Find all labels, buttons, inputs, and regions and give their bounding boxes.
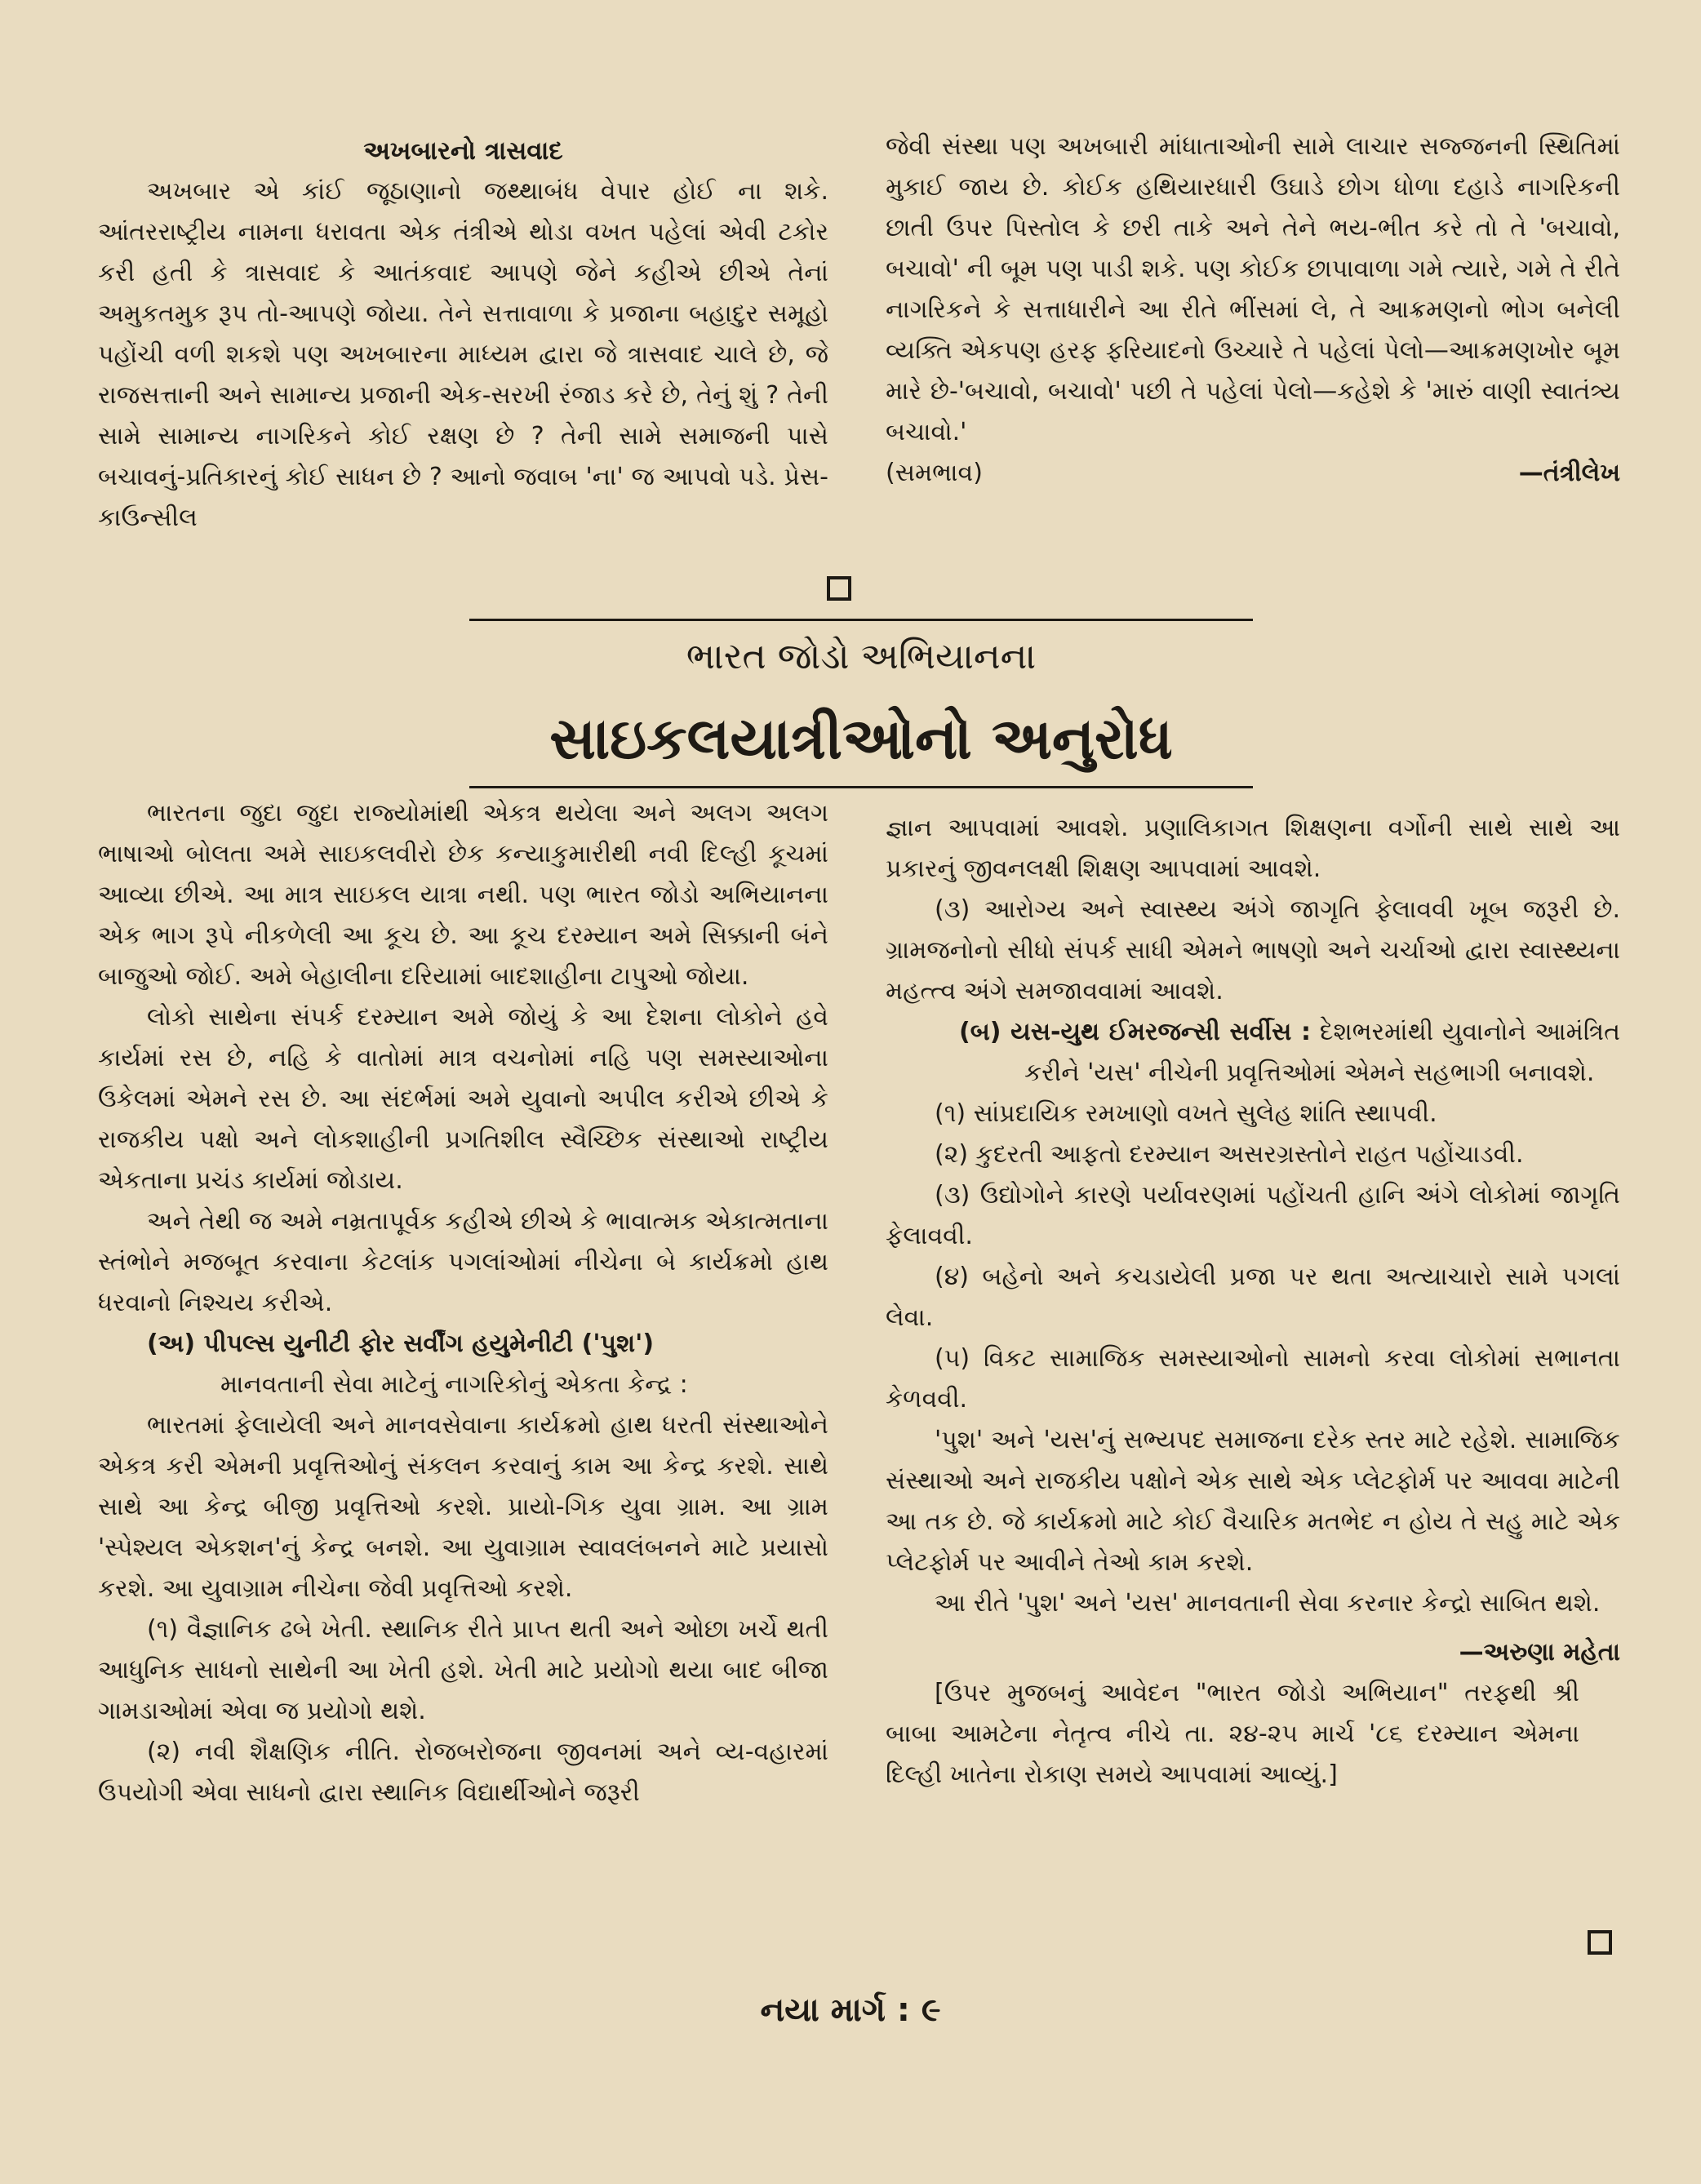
list-item: (૨) કુદરતી આફતો દરમ્યાન અસરગ્રસ્તોને રાહત પહોંચાડવી. — [935, 1140, 1524, 1169]
list-item: (૪) બહેનો અને કચડાયેલી પ્રજા પર થતા અત્યાચારો સામે પગલાં લેવા. — [886, 1263, 1620, 1332]
list-item: (૫) વિકટ સામાજિક સમસ્યાઓનો સામનો કરવા લોકોમાં સભાનતા કેળવવી. — [886, 1344, 1620, 1414]
article-kicker: ભારત જોડો અભિયાનના — [686, 636, 1037, 677]
article-paragraph: લોકો સાથેના સંપર્ક દરમ્યાન અમે જોયું કે આ દેશના લોકોને હવે કાર્યમાં રસ છે, નહિ કે વાતોમાં માત્ર વચનોમાં નહિ પણ સમસ્યાઓના ઉકેલમાં એમને રસ છે. આ સંદર્ભમાં અમે યુવાનો અપીલ કરીએ છીએ કે રાજકીય પક્ષો અને લોકશાહીની પ્રગતિશીલ સ્વૈચ્છિક સંસ્થાઓ રાષ્ટ્રીય એકતાના પ્રચંડ કાર્યમાં જોડાય. — [98, 1003, 828, 1195]
article-paragraph: ભારતમાં ફેલાયેલી અને માનવસેવાના કાર્યક્રમો હાથ ધરતી સંસ્થાઓને એકત્ર કરી એમની પ્રવૃત્તિઓનું સંકલન કરવાનું કામ આ કેન્દ્ર કરશે. સાથે સાથે આ કેન્દ્ર બીજી પ્રવૃત્તિઓ કરશે. પ્રાયો-ગિક યુવા ગ્રામ. આ ગ્રામ 'સ્પેશ્યલ એકશન'નું કેન્દ્ર બનશે. આ યુવાગ્રામ સ્વાવલંબનને માટે પ્રયાસો કરશે. આ યુવાગ્રામ નીચેના જેવી પ્રવૃત્તિઓ કરશે. — [98, 1411, 828, 1603]
editorial-right-paragraph: જેવી સંસ્થા પણ અખબારી માંધાતાઓની સામે લાચાર સજ્જનની સ્થિતિમાં મુકાઈ જાય છે. કોઈક હથિયારધારી ઉઘાડે છોગ ધોળા દહાડે નાગરિકની છાતી ઉપર પિસ્તોલ કે છરી તાકે અને તેને ભય-ભીત કરે તો તે 'બચાવો, બચાવો' ની બૂમ પણ પાડી શકે. પણ કોઈક છાપાવાળા ગમે ત્યારે, ગમે તે રીતે નાગરિકને કે સત્તાધારીને આ રીતે ભીંસમાં લે, તે આક્રમણનો ભોગ બનેલી વ્યક્તિ એકપણ હરફ ફરિયાદનો ઉચ્ચારે તે પહેલાં પેલો—આક્રમણખોર બૂમ મારે છે-'બચાવો, બચાવો' પછી તે પહેલાં પેલો—કહેશે કે 'મારું વાણી સ્વાતંત્ર્ય બચાવો.' — [886, 132, 1620, 446]
section-a-heading: (અ) પીપલ્સ યુનીટી ફોર સર્વીંગ હયુમેનીટી ('પુશ') — [147, 1329, 655, 1358]
editorial-source: (સમભાવ) — [886, 459, 983, 487]
article-paragraph: અને તેથી જ અમે નમ્રતાપૂર્વક કહીએ છીએ કે ભાવાત્મક એકાત્મતાના સ્તંભોને મજબૂત કરવાના કેટલાંક પગલાંઓમાં નીચેના બે કાર્યક્રમો હાથ ધરવાનો નિશ્ચય કરીએ. — [98, 1207, 828, 1317]
article-signature: —અરુણા મહેતા — [1459, 1638, 1620, 1667]
hollow-square-icon — [827, 576, 851, 601]
article-paragraph: જ્ઞાન આપવામાં આવશે. પ્રણાલિકાગત શિક્ષણના વર્ગોની સાથે સાથે આ પ્રકારનું જીવનલક્ષી શિક્ષણ આપવામાં આવશે. — [886, 814, 1620, 883]
article-paragraph: (૩) આરોગ્ય અને સ્વાસ્થ્ય અંગે જાગૃતિ ફેલાવવી ખૂબ જરૂરી છે. ગ્રામજનોનો સીધો સંપર્ક સાધી એમને ભાષણો અને ચર્ચાઓ દ્વારા સ્વાસ્થ્યના મહત્ત્વ અંગે સમજાવવામાં આવશે. — [886, 895, 1620, 1005]
section-b-block — [886, 1012, 1620, 1094]
article-paragraph: 'પુશ' અને 'યસ'નું સભ્યપદ સમાજના દરેક સ્તર માટે રહેશે. સામાજિક સંસ્થાઓ અને રાજકીય પક્ષોને એક સાથે એક પ્લેટફોર્મ પર આવવા માટેની આ તક છે. જે કાર્યક્રમો માટે કોઈ વૈચારિક મતભેદ ન હોય તે સહુ માટે એક પ્લેટફોર્મ પર આવીને તેઓ કામ કરશે. — [886, 1426, 1620, 1577]
list-item: (૩) ઉદ્યોગોને કારણે પર્યાવરણમાં પહોંચતી હાનિ અંગે લોકોમાં જાગૃતિ ફેલાવવી. — [886, 1181, 1620, 1250]
article-paragraph: આ રીતે 'પુશ' અને 'યસ' માનવતાની સેવા કરનાર કેન્દ્રો સાબિત થશે. — [935, 1589, 1601, 1618]
section-b-heading: (બ) યસ-યુથ ઈમરજન્સી સર્વીસ : — [959, 1018, 1311, 1046]
editorial-left-column — [98, 131, 828, 539]
editorial-heading: અખબારનો ત્રાસવાદ — [363, 136, 563, 166]
list-item: (૧) સાંપ્રદાયિક રમખાણો વખતે સુલેહ શાંતિ સ્થાપવી. — [935, 1099, 1437, 1128]
title-bottom-rule — [469, 786, 1253, 788]
page-footer: નયા માર્ગ : ૯ — [760, 1991, 941, 2029]
article-right-column — [886, 808, 1620, 1796]
article-paragraph: ભારતના જુદા જુદા રાજ્યોમાંથી એકત્ર થયેલા અને અલગ અલગ ભાષાઓ બોલતા અમે સાઇકલવીરો છેક કન્યાકુમારીથી નવી દિલ્હી કૂચમાં આવ્યા છીએ. આ માત્ર સાઇકલ યાત્રા નથી. પણ ભારત જોડો અભિયાનના એક ભાગ રૂપે નીકળેલી આ કૂચ છે. આ કૂચ દરમ્યાન અમે સિક્કાની બંને બાજુઓ જોઈ. અમે બેહાલીના દરિયામાં બાદશાહીના ટાપુઓ જોયા. — [98, 799, 828, 991]
editorial-right-column — [886, 127, 1620, 494]
hollow-square-icon — [1588, 1930, 1612, 1955]
editorial-closing — [886, 453, 1620, 494]
editorial-left-paragraph: અખબાર એ કાંઈ જૂઠાણાનો જથ્થાબંધ વેપાર હોઈ ના શકે. આંતરરાષ્ટ્રીય નામના ધરાવતા એક તંત્રીએ થોડા વખત પહેલાં એવી ટકોર કરી હતી કે ત્રાસવાદ કે આતંકવાદ આપણે જેને કહીએ છીએ તેનાં અમુકતમુક રૂપ તો-આપણે જોયા. તેને સત્તાવાળા કે પ્રજાના બહાદુર સમૂહો પહોંચી વળી શકશે પણ અખબારના માધ્યમ દ્વારા જે ત્રાસવાદ ચાલે છે, જે રાજસત્તાની અને સામાન્ય પ્રજાની એક-સરખી રંજાડ કરે છે, તેનું શું ? તેની સામે સામાન્ય નાગરિકને કોઈ રક્ષણ છે ? તેની સામે સમાજની પાસે બચાવનું-પ્રતિકારનું કોઈ સાધન છે ? આનો જવાબ 'ના' જ આપવો પડે. પ્રેસ-કાઉન્સીલ — [98, 177, 828, 532]
article-left-column — [98, 793, 828, 1813]
editorial-signature: —તંત્રીલેખ — [1518, 459, 1620, 487]
article-title: સાઇકલયાત્રીઓનો અનુરોધ — [549, 705, 1173, 772]
title-top-rule — [469, 619, 1253, 621]
article-paragraph: (૨) નવી શૈક્ષણિક નીતિ. રોજબરોજના જીવનમાં અને વ્ય-વહારમાં ઉપયોગી એવા સાધનો દ્વારા સ્થાનિક વિદ્યાર્થીઓને જરૂરી — [98, 1738, 828, 1807]
article-paragraph: (૧) વૈજ્ઞાનિક ઢબે ખેતી. સ્થાનિક રીતે પ્રાપ્ત થતી અને ઓછા ખર્ચે થતી આધુનિક સાધનો સાથેની આ ખેતી હશે. ખેતી માટે પ્રયોગો થયા બાદ બીજા ગામડાઓમાં એવા જ પ્રયોગો થશે. — [98, 1615, 828, 1725]
section-a-subheading: માનવતાની સેવા માટેનું નાગરિકોનું એકતા કેન્દ્ર : — [220, 1370, 688, 1399]
section-b-text: દેશભરમાંથી યુવાનોને આમંત્રિત કરીને 'યસ' નીચેની પ્રવૃત્તિઓમાં એમને સહભાગી બનાવશે. — [1024, 1018, 1620, 1087]
article-note: [ઉપર મુજબનું આવેદન "ભારત જોડો અભિયાન" તરફથી શ્રી બાબા આમટેના નેતૃત્વ નીચે તા. ૨૪-૨૫ માર્ચ '૮૬ દરમ્યાન એમના દિલ્હી ખાતેના રોકાણ સમયે આપવામાં આવ્યું.] — [886, 1679, 1579, 1789]
